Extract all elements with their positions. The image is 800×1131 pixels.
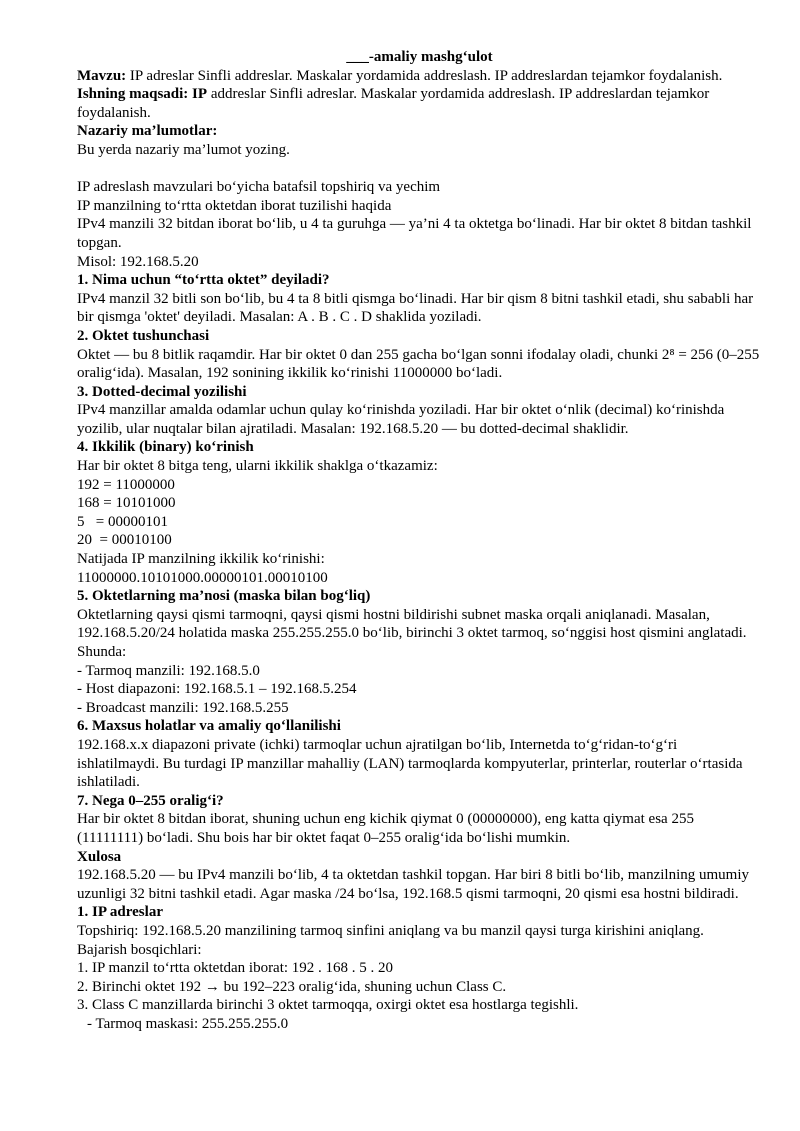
task-steps-label: Bajarish bosqichlari: (77, 941, 202, 958)
section-5-item: - Host diapazoni: 192.168.5.1 – 192.168.5.254 (77, 681, 357, 698)
section-4-heading: 4. Ikkilik (binary) ko‘rinish (77, 439, 254, 456)
task-step: 2. Birinchi oktet 192 → bu 192–223 oralig‘ida, shuning uchun Class C. (77, 978, 507, 995)
intro-line: Misol: 192.168.5.20 (77, 253, 199, 270)
task-step: 3. Class C manzillarda birinchi 3 oktet tarmoqqa, oxirgi oktet esa hostlarga tegishli. (77, 997, 579, 1014)
task-heading: 1. IP adreslar (77, 904, 163, 921)
section-3-text: IPv4 manzillar amalda odamlar uchun qulay ko‘rinishda yoziladi. Har bir oktet o‘nlik (decimal) ko‘rinishda yozilib, ular nuqtalar bilan ajratiladi. Masalan: 192.168.5.20 — bu dotted-decimal shaklidir. (77, 402, 725, 437)
section-4-line: 11000000.10101000.00000101.00010100 (77, 569, 328, 586)
section-5-text: Oktetlarning qaysi qismi tarmoqni, qaysi qismi hostni bildirishi subnet maska orqali aniqlanadi. Masalan, 192.168.5.20/24 holatida maska 255.255.255.0 bo‘lib, birinchi 3 oktet tarmoq, so‘nggisi host qismini anglatadi. Shunda: (77, 606, 747, 660)
page-title (77, 48, 762, 67)
maqsad-label: Ishning maqsadi: IP (77, 86, 208, 103)
section-3-heading: 3. Dotted-decimal yozilishi (77, 383, 247, 400)
section-6-heading: 6. Maxsus holatlar va amaliy qo‘llanilishi (77, 718, 341, 735)
xulosa-heading: Xulosa (77, 848, 122, 865)
section-4-line: Har bir oktet 8 bitga teng, ularni ikkilik shaklga o‘tkazamiz: (77, 458, 438, 475)
section-4-line: 20 = 00010100 (77, 532, 172, 549)
blank-line (77, 160, 762, 179)
intro-line: IPv4 manzili 32 bitdan iborat bo‘lib, u 4 ta guruhga — ya’ni 4 ta oktetga bo‘linadi. Har bir oktet 8 bitdan tashkil topgan. (77, 216, 752, 251)
section-7-heading: 7. Nega 0–255 oralig‘i? (77, 792, 224, 809)
title-text: -amaliy mashg‘ulot (368, 49, 493, 65)
xulosa-text: 192.168.5.20 — bu IPv4 manzili bo‘lib, 4 ta oktetdan tashkil topgan. Har biri 8 bitli bo‘lib, manzilning umumiy uzunligi 32 bitni tashkil etadi. Agar maska /24 bo‘lsa, 192.168.5 qismi tarmoqni, 20 qismi esa hostni bildiradi. (77, 867, 750, 902)
mavzu-label: Mavzu: (77, 67, 127, 84)
section-4-line: Natijada IP manzilning ikkilik ko‘rinishi: (77, 551, 325, 568)
title-blank: ___ (346, 49, 369, 65)
task-mask: - Tarmoq maskasi: 255.255.255.0 (87, 1015, 289, 1032)
section-1-text: IPv4 manzil 32 bitli son bo‘lib, bu 4 ta 8 bitli qismga bo‘linadi. Har bir qism 8 bitni tashkil etadi, shu sababli har bir qismga 'oktet' deyiladi. Masalan: A . B . C . D shaklida yoziladi. (77, 290, 754, 326)
section-2-text: Oktet — bu 8 bitlik raqamdir. Har bir oktet 0 dan 255 gacha bo‘lgan sonni ifodalay oladi, chunki 2⁸ = 256 (0–255 oralig‘ida). Masalan, 192 sonining ikkilik ko‘rinishi 11000000 bo‘ladi. (77, 346, 760, 382)
task-step: 1. IP manzil to‘rtta oktetdan iborat: 192 . 168 . 5 . 20 (77, 960, 394, 977)
maqsad-paragraph (77, 85, 762, 122)
section-1-heading: 1. Nima uchun “to‘rtta oktet” deyiladi? (77, 272, 330, 289)
section-5-item: - Broadcast manzili: 192.168.5.255 (77, 699, 289, 716)
section-5-item: - Tarmoq manzili: 192.168.5.0 (77, 662, 260, 679)
section-5-heading: 5. Oktetlarning ma’nosi (maska bilan bog‘liq) (77, 588, 371, 605)
nazariy-text: Bu yerda nazariy ma’lumot yozing. (77, 141, 290, 158)
intro-line: IP adreslash mavzulari bo‘yicha batafsil topshiriq va yechim (77, 179, 441, 196)
section-6-text: 192.168.x.x diapazoni private (ichki) tarmoqlar uchun ajratilgan bo‘lib, Internetda to‘g‘ridan-to‘g‘ri ishlatilmaydi. Bu turdagi IP manzillar mahalliy (LAN) tarmoqlarda kompyuterlar, printerlar, routerlar o‘rtasida ishlatiladi. (77, 736, 743, 791)
section-4-line: 168 = 10101000 (77, 495, 176, 512)
nazariy-heading: Nazariy ma’lumotlar: (77, 123, 218, 140)
section-4-line: 5 = 00000101 (77, 513, 168, 530)
section-7-text: Har bir oktet 8 bitdan iborat, shuning uchun eng kichik qiymat 0 (00000000), eng katta qiymat esa 255 (11111111) bo‘ladi. Shu bois har bir oktet faqat 0–255 oralig‘ida bo‘lishi mumkin. (77, 811, 694, 846)
task-topshiriq: Topshiriq: 192.168.5.20 manzilining tarmoq sinfini aniqlang va bu manzil qaysi turga kirishini aniqlang. (77, 922, 704, 939)
section-4-line: 192 = 11000000 (77, 476, 175, 493)
intro-line: IP manzilning to‘rtta oktetdan iborat tuzilishi haqida (77, 197, 392, 214)
mavzu-paragraph (77, 67, 762, 86)
maqsad-text: addreslar Sinfli adreslar. Maskalar yordamida addreslash. IP addreslardan tejamkor foydalanish. (77, 86, 710, 121)
section-2-heading: 2. Oktet tushunchasi (77, 327, 210, 344)
mavzu-text: IP adreslar Sinfli addreslar. Maskalar yordamida addreslash. IP addreslardan tejamkor foydalanish. (126, 67, 723, 84)
